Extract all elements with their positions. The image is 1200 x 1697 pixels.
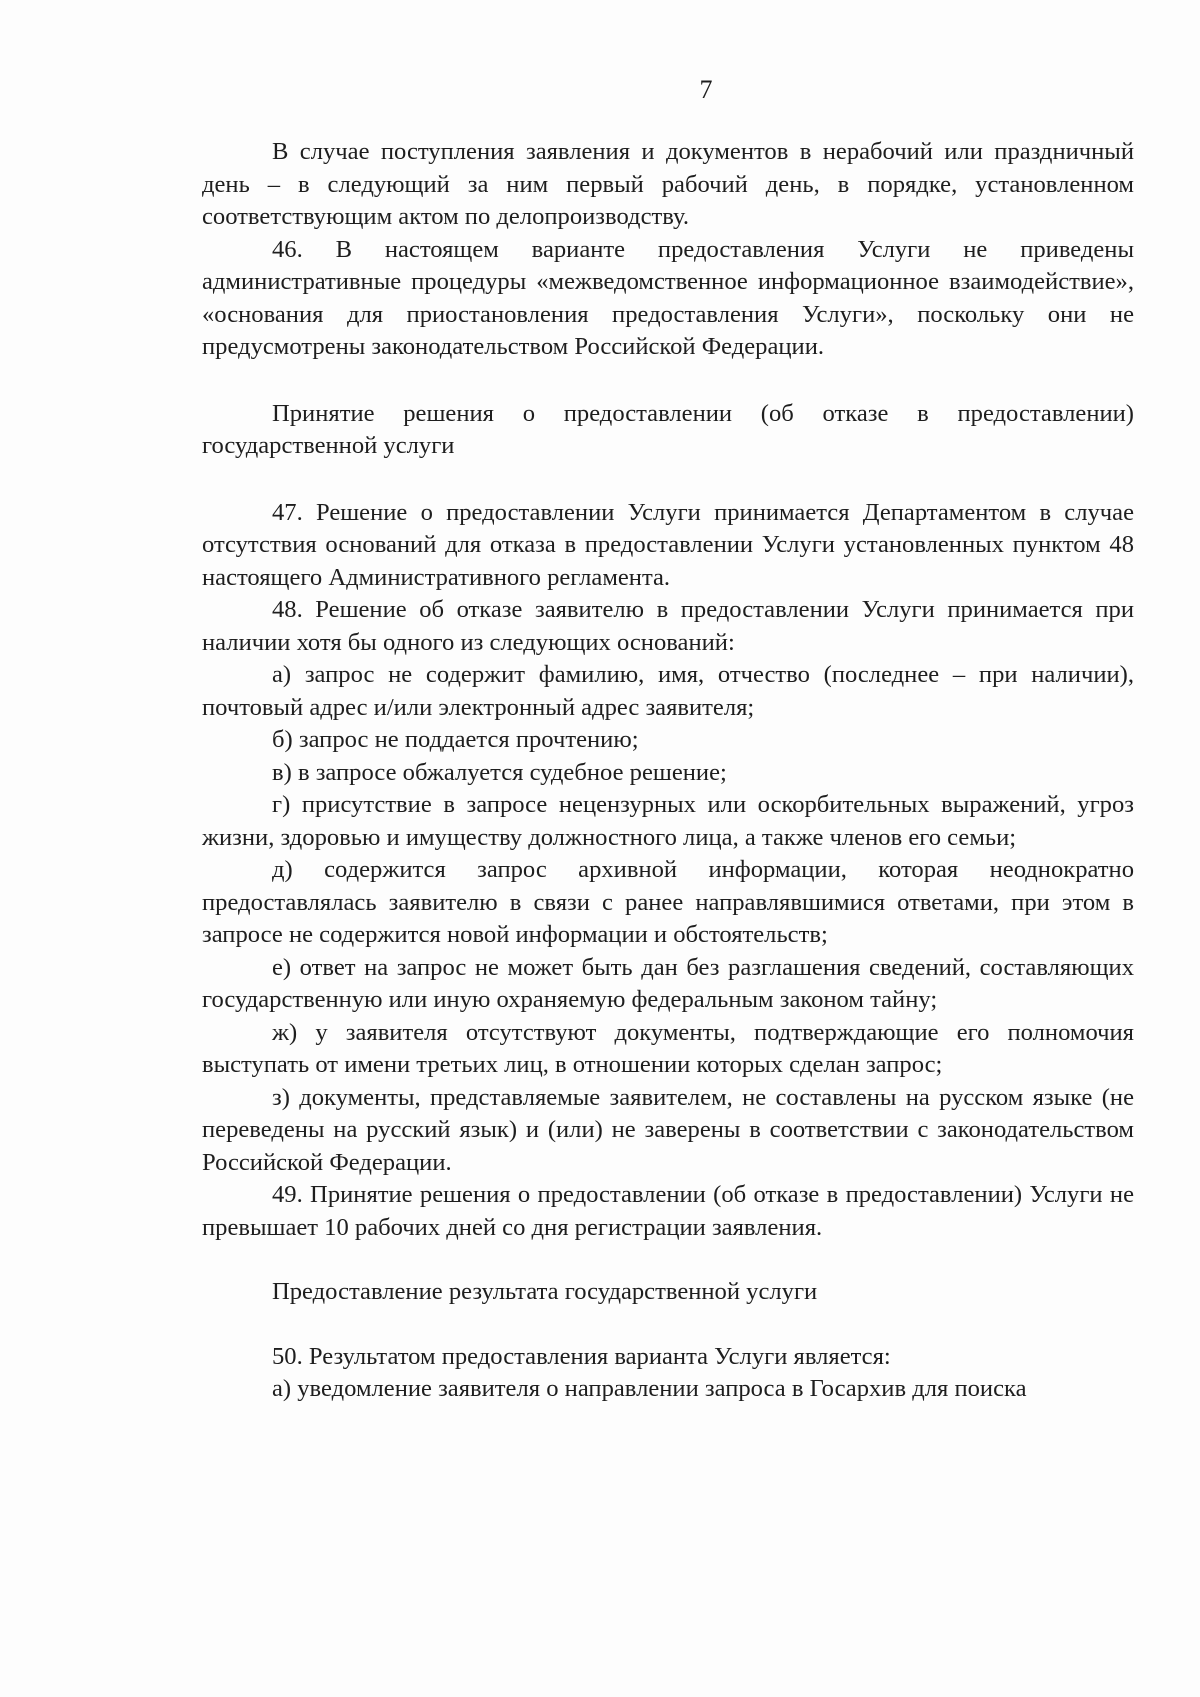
paragraph-48-b: б) запрос не поддается прочтению; xyxy=(272,726,639,753)
paragraph-48-a: а) запрос не содержит фамилию, имя, отчество (последнее – при наличии), почтовый адрес и/или электронный адрес заявителя; xyxy=(202,661,1134,721)
spacer xyxy=(202,364,1134,398)
section-heading-decision: Принятие решения о предоставлении (об отказе в предоставлении) государственной услуги xyxy=(202,399,1134,459)
paragraph-48-zh: ж) у заявителя отсутствуют документы, подтверждающие его полномочия выступать от имени третьих лиц, в отношении которых сделан запрос; xyxy=(202,1018,1134,1078)
paragraph-50: 50. Результатом предоставления варианта Услуги является: xyxy=(272,1342,891,1370)
section-heading-result: Предоставление результата государственной услуги xyxy=(272,1278,818,1305)
paragraph-47: 47. Решение о предоставлении Услуги принимается Департаментом в случае отсутствия оснований для отказа в предоставлении Услуги установленных пунктом 48 настоящего Административного регламента. xyxy=(202,498,1134,591)
paragraph-48-z: з) документы, представляемые заявителем, не составлены на русском языке (не переведены на русский язык) и (или) не заверены в соответствии с законодательством Российской Федерации. xyxy=(202,1083,1134,1176)
paragraph-48-g: г) присутствие в запросе нецензурных или оскорбительных выражений, угроз жизни, здоровью и имуществу должностного лица, а также членов его семьи; xyxy=(202,791,1134,851)
paragraph-48-e: е) ответ на запрос не может быть дан без разглашения сведений, составляющих государственную или иную охраняемую федеральным законом тайну; xyxy=(202,953,1134,1013)
document-body xyxy=(202,136,1134,1406)
page-number: 7 xyxy=(699,75,713,104)
paragraph-50-a: а) уведомление заявителя о направлении запроса в Госархив для поиска xyxy=(272,1375,1027,1402)
paragraph-48: 48. Решение об отказе заявителю в предоставлении Услуги принимается при наличии хотя бы одного из следующих оснований: xyxy=(202,596,1134,656)
spacer xyxy=(202,1244,1134,1276)
spacer xyxy=(202,1309,1134,1341)
paragraph-48-d: д) содержится запрос архивной информации, которая неоднократно предоставлялась заявителю в связи с ранее направлявшимися ответами, при этом в запросе не содержится новой информации и обстоятельств; xyxy=(202,856,1134,948)
paragraph-48-v: в) в запросе обжалуется судебное решение; xyxy=(272,758,727,786)
paragraph-46: 46. В настоящем варианте предоставления Услуги не приведены административные процедуры «межведомственное информационное взаимодействие», «основания для приостановления предоставления Услуги», поскольку они не предусмотрены законодательством Российской Федерации. xyxy=(202,235,1134,360)
paragraph-49: 49. Принятие решения о предоставлении (об отказе в предоставлении) Услуги не превышает 10 рабочих дней со дня регистрации заявления. xyxy=(202,1181,1134,1241)
spacer xyxy=(202,463,1134,497)
paragraph-intro: В случае поступления заявления и документов в нерабочий или праздничный день – в следующий за ним первый рабочий день, в порядке, установленном соответствующим актом по делопроизводству. xyxy=(202,138,1134,230)
